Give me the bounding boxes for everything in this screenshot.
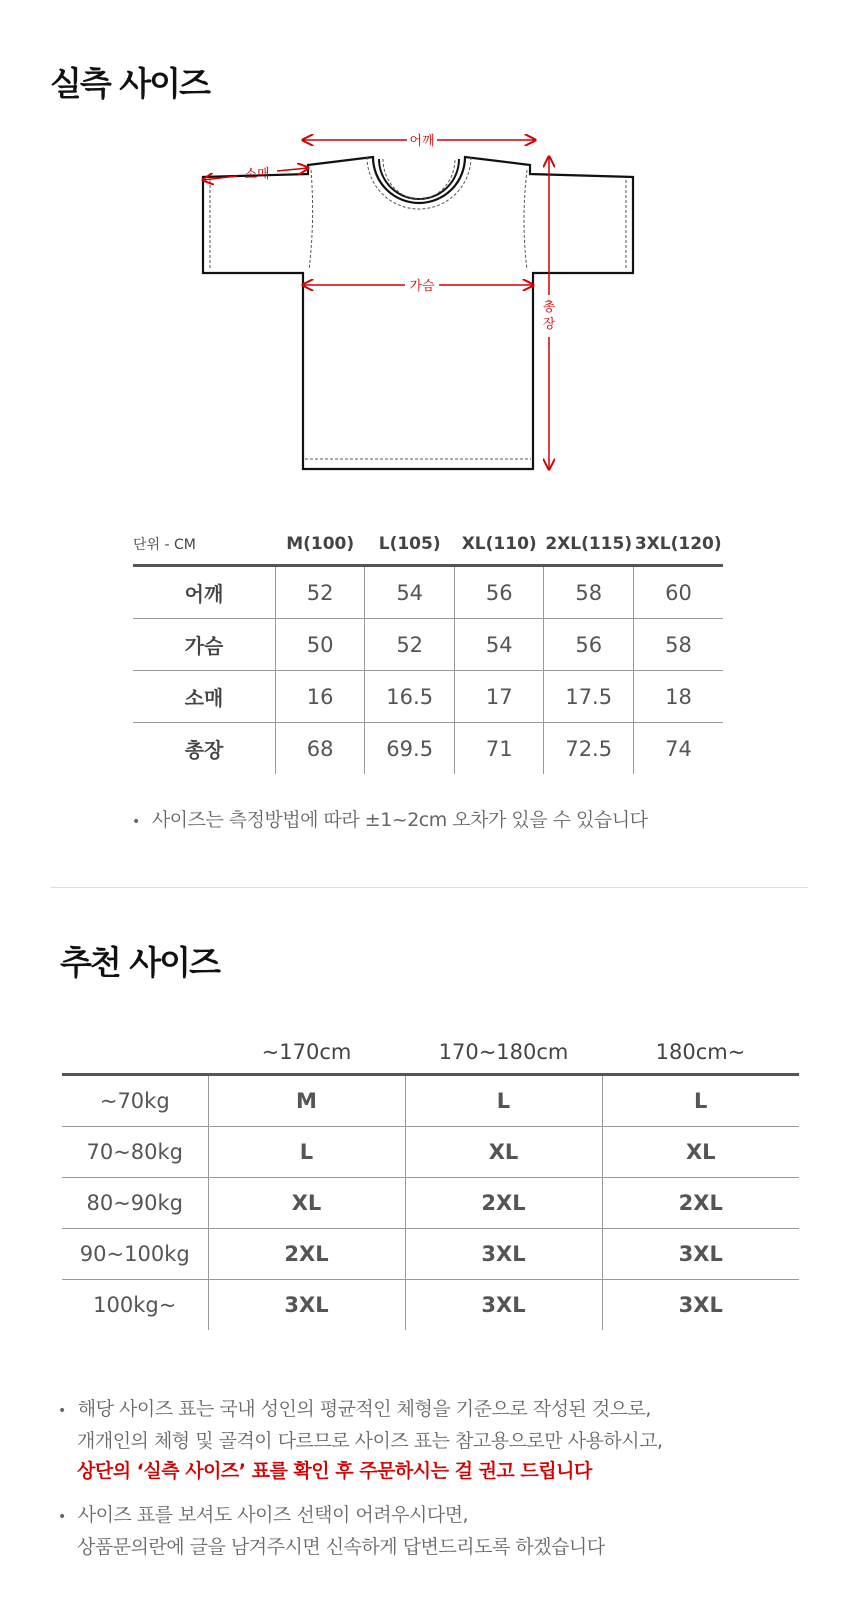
height-header: 180cm~ bbox=[602, 1030, 799, 1075]
size-header: 3XL(120) bbox=[633, 524, 723, 566]
table-header-row bbox=[62, 1030, 799, 1075]
note-line: 사이즈 표를 보셔도 사이즈 선택이 어려우시다면, bbox=[77, 1504, 469, 1526]
tshirt-diagram bbox=[195, 125, 665, 485]
table-cell: 56 bbox=[544, 619, 634, 671]
section-divider bbox=[50, 887, 808, 888]
table-row bbox=[133, 566, 723, 619]
table-cell: M bbox=[208, 1075, 405, 1127]
weight-label: 80~90kg bbox=[62, 1178, 208, 1229]
height-header: 170~180cm bbox=[405, 1030, 602, 1075]
table-cell: 2XL bbox=[208, 1229, 405, 1280]
table-cell: 72.5 bbox=[544, 723, 634, 775]
size-header: XL(110) bbox=[454, 524, 544, 566]
recommend-note-2 bbox=[58, 1500, 605, 1562]
row-label: 총장 bbox=[184, 738, 224, 762]
row-label: 가슴 bbox=[133, 619, 275, 671]
measured-size-table bbox=[133, 524, 723, 774]
table-cell: 58 bbox=[633, 619, 723, 671]
table-cell: 74 bbox=[633, 723, 723, 775]
table-row bbox=[133, 619, 723, 671]
row-label: 어깨 bbox=[133, 566, 275, 619]
table-cell: 3XL bbox=[405, 1229, 602, 1280]
table-row bbox=[62, 1178, 799, 1229]
weight-label: ~70kg bbox=[62, 1075, 208, 1127]
bullet-icon: • bbox=[132, 814, 140, 830]
corner-cell bbox=[62, 1030, 208, 1075]
shoulder-label: 어깨 bbox=[409, 134, 435, 149]
table-row bbox=[133, 671, 723, 723]
recommend-note-1 bbox=[58, 1394, 662, 1486]
table-cell: XL bbox=[208, 1178, 405, 1229]
table-cell: 52 bbox=[275, 566, 365, 619]
table-cell: 54 bbox=[454, 619, 544, 671]
size-header: 2XL(115) bbox=[544, 524, 634, 566]
table-cell: 71 bbox=[454, 723, 544, 775]
weight-label: 100kg~ bbox=[93, 1293, 177, 1317]
length-label-bottom: 장 bbox=[542, 317, 556, 332]
table-cell: 54 bbox=[365, 566, 455, 619]
table-row bbox=[62, 1280, 799, 1331]
table-cell: 16.5 bbox=[365, 671, 455, 723]
bullet-icon: • bbox=[58, 1403, 66, 1419]
recommend-size-table bbox=[62, 1030, 799, 1330]
measured-note bbox=[132, 805, 647, 832]
note-line: 개개인의 체형 및 골격이 다르므로 사이즈 표는 참고용으로만 사용하시고, bbox=[77, 1430, 663, 1452]
table-cell: 58 bbox=[544, 566, 634, 619]
tshirt-outline bbox=[203, 157, 633, 469]
chest-label: 가슴 bbox=[409, 279, 435, 294]
table-cell: 68 bbox=[275, 723, 365, 775]
table-row bbox=[62, 1075, 799, 1127]
table-cell: 3XL bbox=[602, 1229, 799, 1280]
table-cell: XL bbox=[602, 1127, 799, 1178]
table-cell: 3XL bbox=[602, 1280, 799, 1331]
table-cell: 69.5 bbox=[365, 723, 455, 775]
unit-label: 단위 - CM bbox=[133, 524, 275, 566]
table-cell: 18 bbox=[633, 671, 723, 723]
table-cell: 2XL bbox=[602, 1178, 799, 1229]
size-header: L(105) bbox=[365, 524, 455, 566]
table-cell: 60 bbox=[633, 566, 723, 619]
bullet-icon: • bbox=[58, 1509, 66, 1525]
table-cell: 56 bbox=[454, 566, 544, 619]
table-cell: 17.5 bbox=[544, 671, 634, 723]
table-cell: 2XL bbox=[405, 1178, 602, 1229]
size-header: M(100) bbox=[275, 524, 365, 566]
table-cell: L bbox=[602, 1075, 799, 1127]
length-label-top: 총 bbox=[542, 300, 556, 315]
note-line: 상품문의란에 글을 남겨주시면 신속하게 답변드리도록 하겠습니다 bbox=[77, 1536, 605, 1558]
weight-label: 70~80kg bbox=[62, 1127, 208, 1178]
table-cell: 52 bbox=[365, 619, 455, 671]
table-cell: 16 bbox=[275, 671, 365, 723]
measured-size-title: 실측 사이즈 bbox=[50, 64, 209, 103]
table-header-row bbox=[133, 524, 723, 566]
table-cell: XL bbox=[405, 1127, 602, 1178]
weight-label: 90~100kg bbox=[62, 1229, 208, 1280]
table-cell: L bbox=[405, 1075, 602, 1127]
table-row bbox=[62, 1229, 799, 1280]
table-cell: 3XL bbox=[405, 1280, 602, 1331]
table-cell: 17 bbox=[454, 671, 544, 723]
table-row bbox=[133, 723, 723, 775]
table-cell: 3XL bbox=[208, 1280, 405, 1331]
row-label: 소매 bbox=[133, 671, 275, 723]
sleeve-label: 소매 bbox=[244, 167, 270, 182]
table-row bbox=[62, 1127, 799, 1178]
table-cell: 50 bbox=[275, 619, 365, 671]
recommend-size-title: 추천 사이즈 bbox=[60, 943, 219, 982]
note-highlight: 상단의 ‘실측 사이즈’ 표를 확인 후 주문하시는 걸 권고 드립니다 bbox=[77, 1460, 592, 1482]
height-header: ~170cm bbox=[208, 1030, 405, 1075]
table-cell: L bbox=[208, 1127, 405, 1178]
note-line: 해당 사이즈 표는 국내 성인의 평균적인 체형을 기준으로 작성된 것으로, bbox=[77, 1398, 651, 1420]
measured-note-text: 사이즈는 측정방법에 따라 ±1~2cm 오차가 있을 수 있습니다 bbox=[151, 809, 648, 831]
